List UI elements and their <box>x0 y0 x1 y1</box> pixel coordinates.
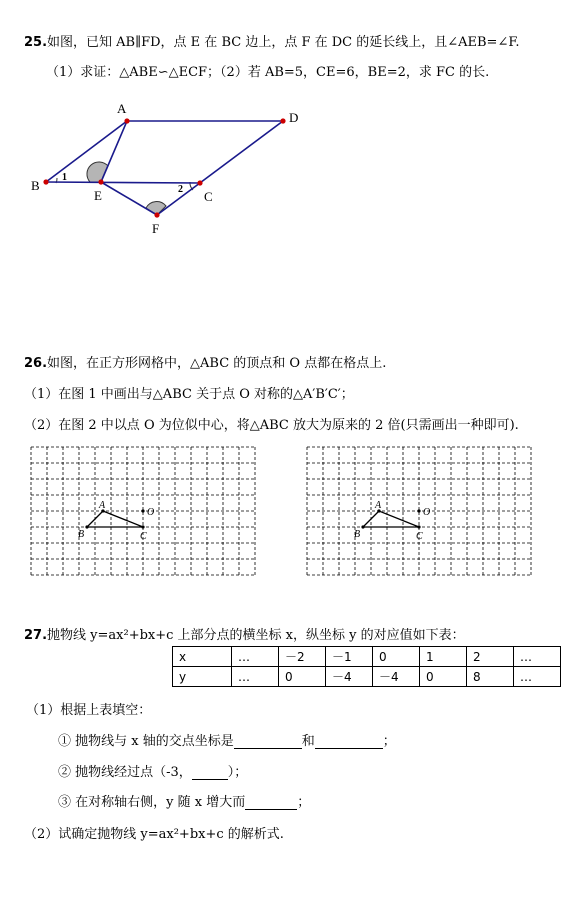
answer-blank-1[interactable] <box>234 733 302 749</box>
table-cell: －4 <box>326 667 373 687</box>
label-angle-1: 1 <box>62 172 67 183</box>
answer-blank-3[interactable] <box>192 764 228 780</box>
q27-stem: 抛物线 y=ax²+bx+c 上部分点的横坐标 x，纵坐标 y 的对应值如下表： <box>47 628 465 643</box>
q25-stem: 如图，已知 AB∥FD，点 E 在 BC 边上，点 F 在 DC 的延长线上，且∠AEB=∠F. <box>47 35 520 50</box>
q26-stem-line <box>24 352 386 371</box>
label-c: C <box>204 189 213 204</box>
grid-label-b: B <box>354 529 361 540</box>
item2-end: ）； <box>227 765 248 780</box>
q25-figure <box>0 0 568 260</box>
q27-item3 <box>58 791 310 810</box>
table-cell: … <box>514 647 561 667</box>
label-b: B <box>31 178 40 193</box>
grid-figure-2 <box>306 446 532 574</box>
label-f: F <box>152 221 160 236</box>
q27-number: 27. <box>24 628 48 643</box>
grid-point-b <box>361 525 364 528</box>
q26-number: 26. <box>24 356 48 371</box>
q27-item1 <box>58 730 396 749</box>
point-a <box>124 118 129 123</box>
grid-label-c: C <box>140 531 147 542</box>
table-cell: x <box>173 647 232 667</box>
item1-end: ； <box>382 734 396 749</box>
q27-item2 <box>58 761 247 780</box>
grid-point-o <box>417 509 420 512</box>
table-row-x <box>173 647 561 667</box>
q27-part2: （2）试确定抛物线 y=ax²+bx+c 的解析式. <box>24 827 284 842</box>
grid-label-b: B <box>78 529 85 540</box>
grid-label-o: O <box>147 507 155 518</box>
grid-label-a: A <box>375 500 382 511</box>
item1-prefix: ① 抛物线与 x 轴的交点坐标是 <box>58 734 234 749</box>
grid-figure-1 <box>30 446 256 574</box>
q26-sub2: （2）在图 2 中以点 O 为位似中心，将△ABC 放大为原来的 2 倍(只需画出一种即可). <box>24 418 519 433</box>
q27-stem-line <box>24 624 465 643</box>
table-cell: 2 <box>467 647 514 667</box>
segment-df <box>157 121 283 215</box>
table-cell: … <box>514 667 561 687</box>
label-a: A <box>117 101 127 116</box>
grid-label-o: O <box>423 507 431 518</box>
table-cell: －4 <box>373 667 420 687</box>
table-row-y <box>173 667 561 687</box>
grid-label-a: A <box>99 500 106 511</box>
q26-stem: 如图，在正方形网格中，△ABC 的顶点和 O 点都在格点上. <box>47 356 387 371</box>
table-cell: －2 <box>279 647 326 667</box>
table-cell: y <box>173 667 232 687</box>
segment-ef <box>101 182 157 215</box>
item3-end: ； <box>297 795 311 810</box>
table-cell: … <box>232 667 279 687</box>
item2-prefix: ② 抛物线经过点（-3， <box>58 765 192 780</box>
point-b <box>43 179 48 184</box>
q27-part1: （1）根据上表填空： <box>26 703 152 718</box>
grid-point-b <box>85 525 88 528</box>
table-cell: 0 <box>373 647 420 667</box>
point-e <box>98 179 103 184</box>
table-cell: 1 <box>420 647 467 667</box>
table-cell: 0 <box>279 667 326 687</box>
label-angle-2: 2 <box>178 184 183 195</box>
table-cell: －1 <box>326 647 373 667</box>
q26-sub1: （1）在图 1 中画出与△ABC 关于点 O 对称的△A′B′C′； <box>24 387 354 402</box>
point-c <box>197 180 202 185</box>
q25-subquestions: （1）求证：△ABE∽△ECF；（2）若 AB=5，CE=6，BE=2，求 FC 的长. <box>46 65 490 80</box>
table-cell: 0 <box>420 667 467 687</box>
grid-label-c: C <box>416 531 423 542</box>
grid-point-o <box>141 509 144 512</box>
segment-bc <box>46 182 200 183</box>
point-f <box>154 212 159 217</box>
q25-number: 25. <box>24 35 48 50</box>
item1-mid: 和 <box>301 734 315 749</box>
grid-point-c <box>417 525 420 528</box>
grid-point-c <box>141 525 144 528</box>
label-d: D <box>289 110 299 125</box>
answer-blank-4[interactable] <box>245 794 297 810</box>
point-d <box>280 118 285 123</box>
table-cell: … <box>232 647 279 667</box>
table-cell: 8 <box>467 667 514 687</box>
label-e: E <box>94 188 102 203</box>
value-table <box>172 646 561 687</box>
item3-prefix: ③ 在对称轴右侧，y 随 x 增大而 <box>58 795 246 810</box>
answer-blank-2[interactable] <box>315 733 383 749</box>
